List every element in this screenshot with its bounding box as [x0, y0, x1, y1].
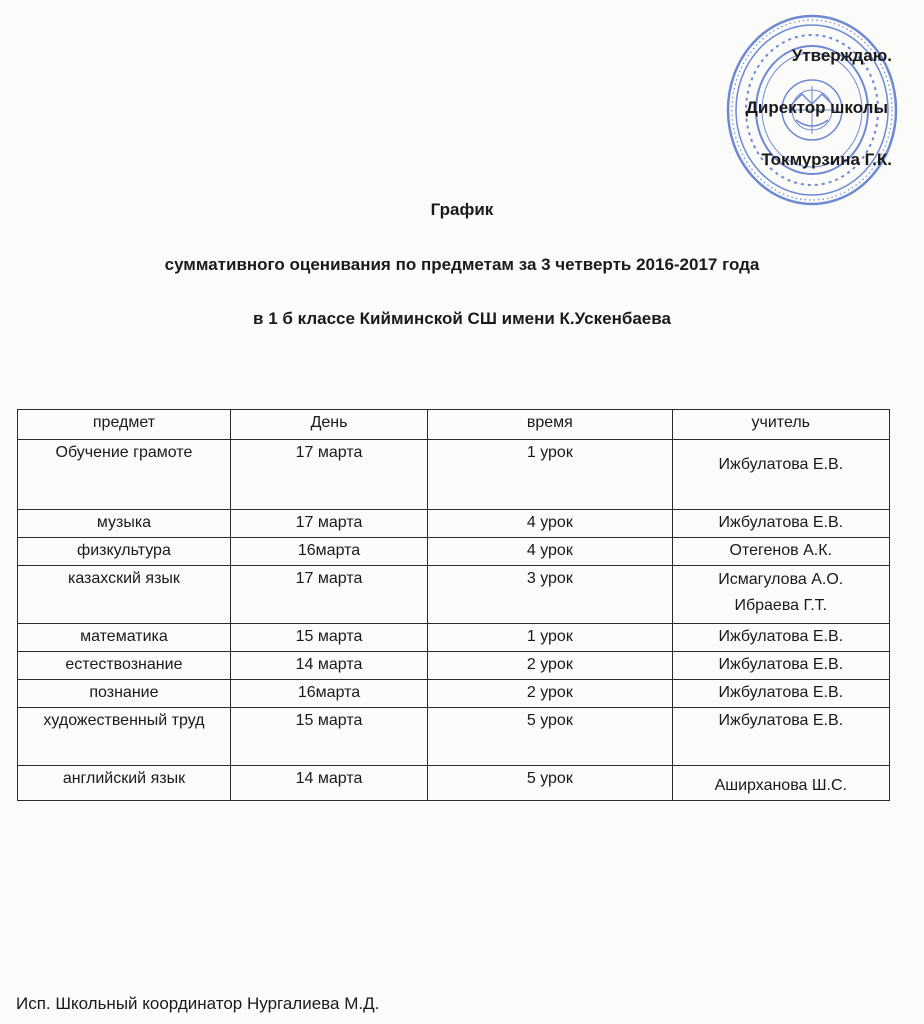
cell-teacher: Отегенов А.К. [672, 538, 889, 566]
schedule-table [17, 409, 890, 801]
document-subtitle: суммативного оценивания по предметам за 3 четверть 2016-2017 года [164, 255, 760, 274]
cell-teacher: Ижбулатова Е.В. [672, 652, 889, 680]
cell-teacher: Ижбулатова Е.В. [672, 680, 889, 708]
cell-teacher [672, 566, 889, 624]
cell-day: 16марта [230, 538, 427, 566]
cell-day: 15 марта [230, 708, 427, 766]
table-row [18, 624, 890, 652]
header-time: время [428, 410, 672, 440]
cell-subject: музыка [18, 510, 231, 538]
cell-day: 15 марта [230, 624, 427, 652]
document-title: График [430, 200, 494, 219]
cell-day: 17 марта [230, 440, 427, 510]
cell-subject: английский язык [18, 766, 231, 801]
cell-time: 3 урок [428, 566, 672, 624]
cell-teacher: Ижбулатова Е.В. [672, 708, 889, 766]
cell-subject: казахский язык [18, 566, 231, 624]
cell-time: 1 урок [428, 440, 672, 510]
table-row [18, 708, 890, 766]
cell-teacher: Аширханова Ш.С. [672, 766, 889, 801]
cell-subject: естествознание [18, 652, 231, 680]
cell-time: 4 урок [428, 538, 672, 566]
header-teacher: учитель [672, 410, 889, 440]
approval-name: Токмурзина Г.К. [761, 150, 892, 169]
cell-teacher: Ижбулатова Е.В. [672, 510, 889, 538]
cell-time: 4 урок [428, 510, 672, 538]
cell-time: 5 урок [428, 708, 672, 766]
table-row [18, 538, 890, 566]
header-day: День [230, 410, 427, 440]
cell-subject: познание [18, 680, 231, 708]
cell-day: 14 марта [230, 766, 427, 801]
cell-day: 17 марта [230, 566, 427, 624]
table-row [18, 566, 890, 624]
document-class-line: в 1 б классе Кийминской СШ имени К.Ускенбаева [253, 309, 671, 328]
cell-subject: Обучение грамоте [18, 440, 231, 510]
table-row [18, 680, 890, 708]
cell-day: 14 марта [230, 652, 427, 680]
cell-teacher: Ижбулатова Е.В. [672, 440, 889, 510]
cell-time: 5 урок [428, 766, 672, 801]
cell-time: 2 урок [428, 680, 672, 708]
approval-position: Директор школы [745, 98, 888, 117]
table-header-row [18, 410, 890, 440]
cell-day: 16марта [230, 680, 427, 708]
header-subject: предмет [18, 410, 231, 440]
table-row [18, 510, 890, 538]
cell-teacher-secondary: Ибраева Г.Т. [734, 597, 828, 614]
table-row [18, 440, 890, 510]
cell-subject: физкультура [18, 538, 231, 566]
table-row [18, 766, 890, 801]
table-row [18, 652, 890, 680]
cell-teacher: Ижбулатова Е.В. [672, 624, 889, 652]
cell-subject: математика [18, 624, 231, 652]
footer-coordinator: Исп. Школьный координатор Нургалиева М.Д. [16, 994, 380, 1013]
cell-time: 1 урок [428, 624, 672, 652]
cell-time: 2 урок [428, 652, 672, 680]
cell-teacher-primary: Исмагулова А.О. [718, 571, 844, 588]
cell-subject: художественный труд [18, 708, 231, 766]
cell-day: 17 марта [230, 510, 427, 538]
approval-approve: Утверждаю. [791, 46, 892, 65]
